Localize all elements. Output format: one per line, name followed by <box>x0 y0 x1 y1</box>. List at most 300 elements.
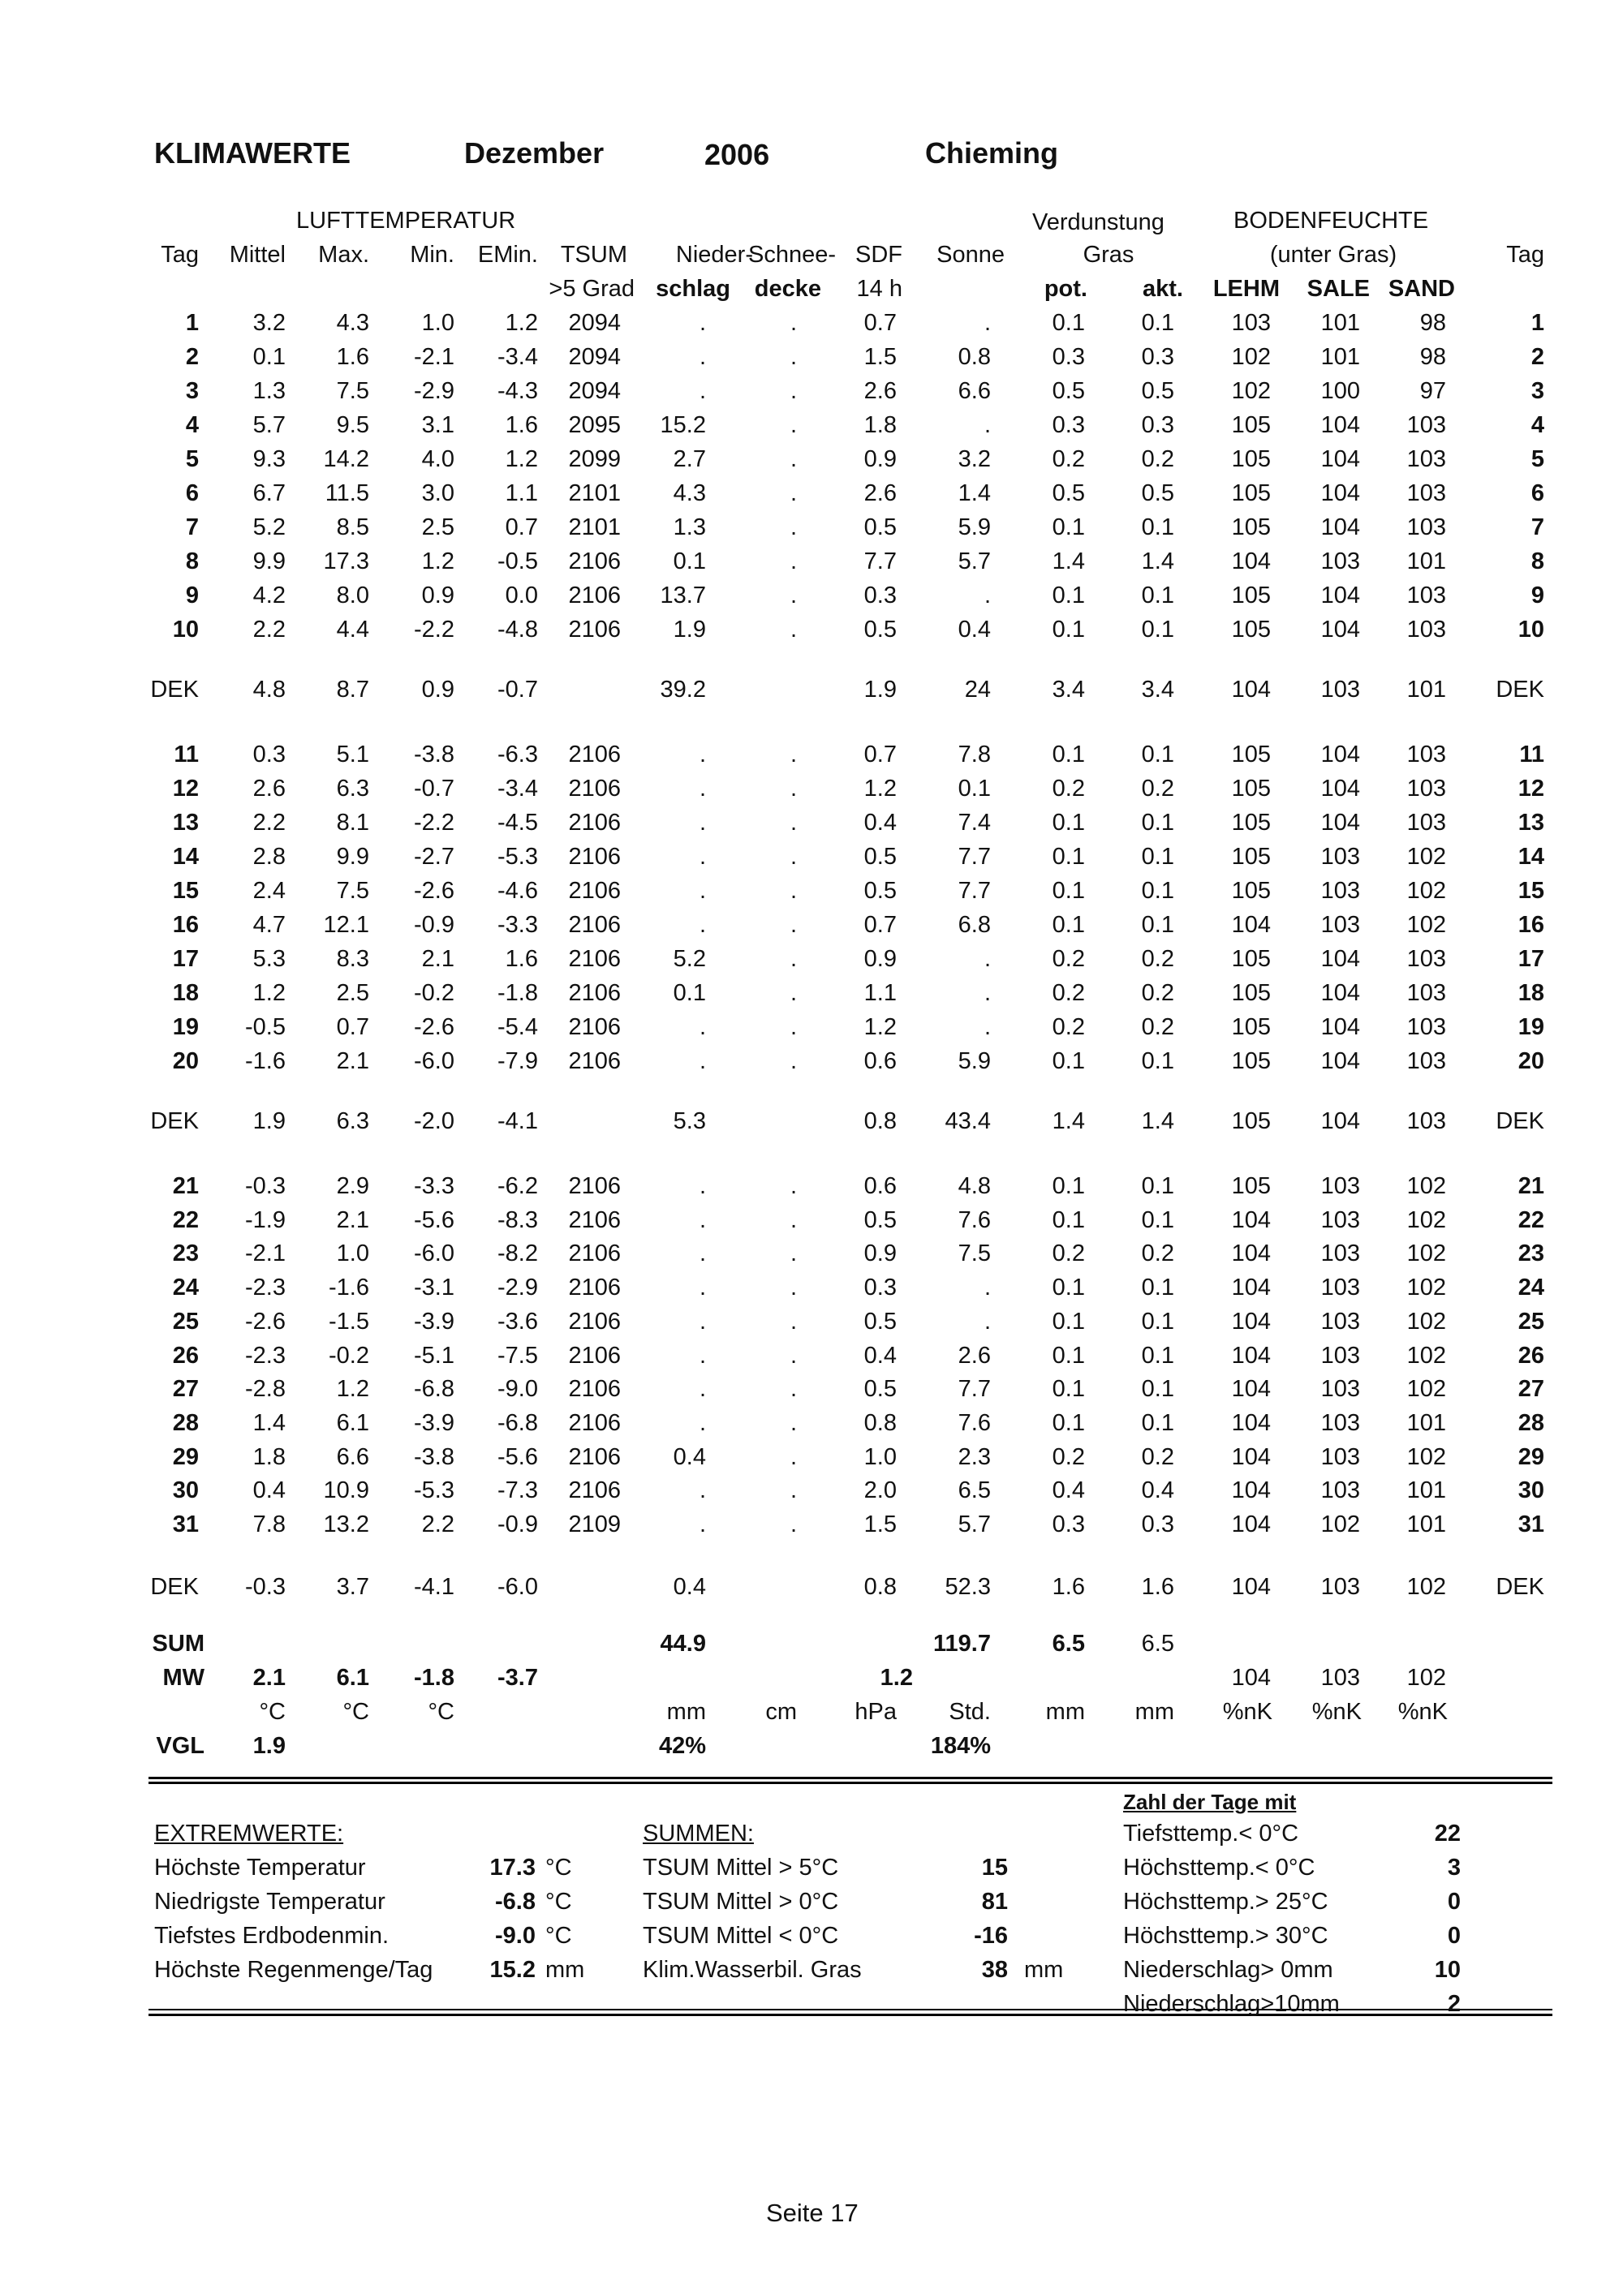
table-cell: 0.1 <box>1141 1048 1174 1074</box>
day-label: 5 <box>1530 446 1544 472</box>
table-cell: 1.4 <box>1052 1108 1085 1134</box>
table-cell: 2101 <box>568 480 621 506</box>
table-cell: 13.2 <box>323 1511 369 1537</box>
table-cell: -3.8 <box>414 742 454 767</box>
table-cell: 13.7 <box>660 583 706 608</box>
day-label: 18 <box>172 980 199 1006</box>
table-cell: 5.7 <box>958 548 991 574</box>
summary-cell: 6.1 <box>336 1665 369 1691</box>
day-label: 4 <box>1530 412 1544 438</box>
table-cell: . <box>790 446 797 472</box>
table-cell: 104 <box>1231 1511 1271 1537</box>
list-item-unit: mm <box>1024 1957 1064 1983</box>
list-item-value: 0 <box>1447 1923 1461 1949</box>
table-cell: 103 <box>1320 844 1360 870</box>
table-cell: . <box>699 912 706 938</box>
summary-cell: 6.5 <box>1141 1631 1174 1657</box>
day-label: DEK <box>1496 677 1544 703</box>
table-cell: . <box>790 548 797 574</box>
summary-cell: %nK <box>1397 1699 1448 1725</box>
table-cell: 103 <box>1320 1574 1360 1600</box>
table-cell: -4.5 <box>497 810 538 836</box>
table-cell: 0.0 <box>505 583 538 608</box>
table-cell: 0.4 <box>863 1342 897 1369</box>
table-cell: 2.7 <box>673 446 706 472</box>
header-niederschlag: Nieder- <box>675 242 753 268</box>
table-cell: 6.1 <box>336 1409 369 1436</box>
day-label: 11 <box>174 742 199 767</box>
summary-cell: 1.2 <box>880 1665 913 1691</box>
day-label: 20 <box>172 1048 199 1074</box>
table-cell: 105 <box>1231 1108 1271 1134</box>
table-cell: -2.0 <box>414 1108 454 1134</box>
table-cell: 0.7 <box>863 742 897 767</box>
list-item-label: TSUM Mittel > 5°C <box>643 1855 839 1881</box>
table-cell: 15.2 <box>660 412 706 438</box>
table-cell: 101 <box>1320 310 1360 336</box>
table-cell: . <box>699 1173 706 1199</box>
table-cell: 104 <box>1320 1048 1360 1074</box>
table-cell: 105 <box>1231 480 1271 506</box>
table-cell: 5.1 <box>336 742 369 767</box>
table-cell: . <box>790 514 797 540</box>
table-cell: 0.2 <box>1141 776 1174 802</box>
list-item-value: 10 <box>1434 1957 1461 1983</box>
table-cell: 103 <box>1406 1048 1446 1074</box>
table-cell: 0.1 <box>1052 878 1085 904</box>
table-cell: 101 <box>1406 1511 1446 1537</box>
day-label: 27 <box>1518 1376 1544 1403</box>
table-cell: 7.6 <box>958 1206 991 1233</box>
rule-bottom-2 <box>149 2014 1552 2016</box>
table-cell: 0.4 <box>1141 1477 1174 1504</box>
table-cell: 2094 <box>568 378 621 404</box>
table-cell: -2.2 <box>414 617 454 643</box>
tage-heading: Zahl der Tage mit <box>1123 1790 1297 1814</box>
table-cell: 3.2 <box>252 310 286 336</box>
list-item-value: 81 <box>981 1889 1008 1915</box>
table-cell: . <box>984 980 991 1006</box>
table-cell: -0.3 <box>245 1173 286 1199</box>
header-min: Min. <box>410 242 454 268</box>
header-sdf-unit: 14 h <box>856 276 902 302</box>
table-cell: 103 <box>1231 310 1271 336</box>
table-cell: 0.7 <box>863 310 897 336</box>
table-cell: -1.9 <box>245 1206 286 1233</box>
header-niederschlag-2: schlag <box>656 276 730 302</box>
table-cell: 0.5 <box>1141 378 1174 404</box>
table-cell: 103 <box>1406 776 1446 802</box>
table-cell: 104 <box>1231 912 1271 938</box>
table-cell: 0.4 <box>673 1443 706 1470</box>
table-cell: 101 <box>1406 1409 1446 1436</box>
table-cell: 0.1 <box>1052 1342 1085 1369</box>
title-label: KLIMAWERTE <box>154 136 351 170</box>
table-cell: -2.1 <box>414 344 454 370</box>
table-cell: 0.4 <box>252 1477 286 1504</box>
table-cell: 104 <box>1231 1409 1271 1436</box>
table-cell: . <box>699 1240 706 1267</box>
table-cell: 0.5 <box>1052 480 1085 506</box>
table-cell: 0.1 <box>958 776 991 802</box>
table-cell: 5.7 <box>958 1511 991 1537</box>
table-cell: -0.9 <box>414 912 454 938</box>
rule-bottom-1 <box>149 2009 1552 2010</box>
table-cell: 104 <box>1320 412 1360 438</box>
table-cell: 1.5 <box>863 1511 897 1537</box>
table-cell: -4.6 <box>497 878 538 904</box>
table-cell: 2.9 <box>336 1173 369 1199</box>
table-cell: 2.4 <box>252 878 286 904</box>
table-cell: -8.2 <box>497 1240 538 1267</box>
table-cell: 7.6 <box>958 1409 991 1436</box>
table-cell: . <box>699 878 706 904</box>
table-cell: 4.8 <box>958 1173 991 1199</box>
table-cell: . <box>790 1173 797 1199</box>
table-cell: 1.3 <box>252 378 286 404</box>
table-cell: 104 <box>1231 1240 1271 1267</box>
table-cell: 1.0 <box>336 1240 369 1267</box>
day-label: 4 <box>185 412 199 438</box>
table-cell: -5.3 <box>414 1477 454 1504</box>
table-cell: . <box>699 344 706 370</box>
table-cell: 103 <box>1320 1308 1360 1335</box>
list-item-value: -9.0 <box>495 1923 536 1949</box>
table-cell: 103 <box>1406 1014 1446 1040</box>
day-label: 31 <box>172 1511 199 1537</box>
table-cell: 105 <box>1231 617 1271 643</box>
table-cell: 7.5 <box>336 378 369 404</box>
day-label: 24 <box>172 1275 199 1301</box>
table-cell: -0.5 <box>497 548 538 574</box>
table-cell: 104 <box>1320 946 1360 972</box>
table-cell: 2106 <box>568 548 621 574</box>
table-cell: 2106 <box>568 1206 621 1233</box>
table-cell: 102 <box>1406 1206 1446 1233</box>
table-cell: 2106 <box>568 742 621 767</box>
table-cell: . <box>699 776 706 802</box>
table-cell: -4.1 <box>497 1108 538 1134</box>
table-cell: 104 <box>1231 1275 1271 1301</box>
table-cell: -0.5 <box>245 1014 286 1040</box>
table-cell: 102 <box>1231 344 1271 370</box>
table-cell: . <box>790 378 797 404</box>
table-cell: 0.5 <box>863 1308 897 1335</box>
day-label: 14 <box>172 844 199 870</box>
table-cell: 105 <box>1231 412 1271 438</box>
table-cell: 0.2 <box>1052 776 1085 802</box>
table-cell: 0.5 <box>863 844 897 870</box>
table-cell: 1.9 <box>863 677 897 703</box>
list-item-value: 15 <box>981 1855 1008 1881</box>
table-cell: 103 <box>1320 1240 1360 1267</box>
summary-cell: 184% <box>930 1733 991 1759</box>
table-cell: 103 <box>1320 1206 1360 1233</box>
table-cell: 0.1 <box>1141 912 1174 938</box>
table-cell: 1.2 <box>863 1014 897 1040</box>
day-label: 27 <box>172 1376 199 1403</box>
summary-cell: °C <box>259 1699 286 1725</box>
table-cell: 104 <box>1320 1108 1360 1134</box>
table-cell: 2106 <box>568 1342 621 1369</box>
table-cell: 0.5 <box>863 878 897 904</box>
table-cell: 0.6 <box>863 1048 897 1074</box>
table-cell: -0.7 <box>414 776 454 802</box>
table-cell: 0.1 <box>673 548 706 574</box>
table-cell: 2106 <box>568 583 621 608</box>
table-cell: 2094 <box>568 310 621 336</box>
table-cell: 10.9 <box>323 1477 369 1504</box>
table-cell: 2106 <box>568 1048 621 1074</box>
table-cell: -3.3 <box>414 1173 454 1199</box>
table-cell: 104 <box>1320 742 1360 767</box>
table-cell: 1.6 <box>505 412 538 438</box>
header-lufttemperatur: LUFTTEMPERATUR <box>296 208 516 234</box>
day-label: 1 <box>185 310 199 336</box>
table-cell: . <box>699 1376 706 1403</box>
table-cell: 2.2 <box>252 810 286 836</box>
table-cell: 0.9 <box>863 446 897 472</box>
table-cell: -5.3 <box>497 844 538 870</box>
table-cell: 6.7 <box>252 480 286 506</box>
table-cell: 5.9 <box>958 514 991 540</box>
table-cell: . <box>699 1275 706 1301</box>
table-cell: 105 <box>1231 446 1271 472</box>
table-cell: 0.4 <box>1052 1477 1085 1504</box>
table-cell: -2.6 <box>245 1308 286 1335</box>
table-cell: 12.1 <box>323 912 369 938</box>
table-cell: . <box>699 1511 706 1537</box>
table-cell: 102 <box>1406 844 1446 870</box>
list-item-value: 22 <box>1434 1821 1461 1847</box>
table-cell: 5.3 <box>673 1108 706 1134</box>
table-cell: 14.2 <box>323 446 369 472</box>
table-cell: 1.4 <box>1052 548 1085 574</box>
table-cell: 0.1 <box>673 980 706 1006</box>
table-cell: 3.7 <box>336 1574 369 1600</box>
list-item-label: Niedrigste Temperatur <box>154 1889 385 1915</box>
table-cell: 104 <box>1320 776 1360 802</box>
table-cell: 0.2 <box>1141 1014 1174 1040</box>
table-cell: 5.9 <box>958 1048 991 1074</box>
table-cell: 2.5 <box>421 514 454 540</box>
table-cell: 2106 <box>568 617 621 643</box>
table-cell: 0.8 <box>863 1409 897 1436</box>
header-sand: SAND <box>1388 276 1455 302</box>
table-cell: -3.3 <box>497 912 538 938</box>
table-cell: 4.3 <box>673 480 706 506</box>
table-cell: 105 <box>1231 946 1271 972</box>
table-cell: 2106 <box>568 776 621 802</box>
day-label: 25 <box>1518 1308 1544 1335</box>
day-label: DEK <box>150 1574 199 1600</box>
table-cell: 0.4 <box>958 617 991 643</box>
table-cell: 2.6 <box>863 480 897 506</box>
header-gras: Gras <box>1083 242 1134 268</box>
table-cell: . <box>699 742 706 767</box>
table-cell: 0.1 <box>1141 514 1174 540</box>
header-sale: SALE <box>1307 276 1370 302</box>
table-cell: 0.5 <box>863 617 897 643</box>
table-cell: 2109 <box>568 1511 621 1537</box>
table-cell: 52.3 <box>945 1574 991 1600</box>
table-cell: 104 <box>1320 1014 1360 1040</box>
table-cell: -3.8 <box>414 1443 454 1470</box>
table-cell: 2101 <box>568 514 621 540</box>
table-cell: 105 <box>1231 1048 1271 1074</box>
day-label: 7 <box>185 514 199 540</box>
table-cell: 7.7 <box>958 844 991 870</box>
table-cell: 2.2 <box>252 617 286 643</box>
table-cell: . <box>699 378 706 404</box>
table-cell: 102 <box>1406 878 1446 904</box>
table-cell: 0.1 <box>1052 617 1085 643</box>
table-cell: 103 <box>1320 1443 1360 1470</box>
table-cell: 0.1 <box>1141 583 1174 608</box>
table-cell: 2.3 <box>958 1443 991 1470</box>
table-cell: 2.1 <box>336 1048 369 1074</box>
summary-cell: %nK <box>1311 1699 1362 1725</box>
table-cell: -3.1 <box>414 1275 454 1301</box>
table-cell: 4.7 <box>252 912 286 938</box>
table-cell: -3.4 <box>497 344 538 370</box>
table-cell: 103 <box>1320 1477 1360 1504</box>
table-cell: 3.2 <box>958 446 991 472</box>
table-cell: 1.1 <box>863 980 897 1006</box>
summary-cell: 6.5 <box>1052 1631 1085 1657</box>
table-cell: 9.9 <box>252 548 286 574</box>
list-item-value: -6.8 <box>495 1889 536 1915</box>
table-cell: 105 <box>1231 514 1271 540</box>
table-cell: 2106 <box>568 1443 621 1470</box>
summary-cell: 103 <box>1320 1665 1360 1691</box>
table-cell: 104 <box>1231 1376 1271 1403</box>
header-schneedecke: Schnee- <box>747 242 836 268</box>
table-cell: . <box>790 1409 797 1436</box>
day-label: DEK <box>1496 1108 1544 1134</box>
table-cell: -2.6 <box>414 1014 454 1040</box>
day-label: 10 <box>172 617 199 643</box>
header-max: Max. <box>318 242 369 268</box>
header-sdf: SDF <box>855 242 902 268</box>
table-cell: . <box>790 1308 797 1335</box>
table-cell: . <box>699 1206 706 1233</box>
table-cell: 103 <box>1320 548 1360 574</box>
list-item-unit: °C <box>545 1889 572 1915</box>
day-label: 26 <box>172 1342 199 1369</box>
table-cell: 4.2 <box>252 583 286 608</box>
table-cell: 102 <box>1406 1240 1446 1267</box>
table-cell: 6.6 <box>336 1443 369 1470</box>
table-cell: -2.7 <box>414 844 454 870</box>
table-cell: 103 <box>1320 1342 1360 1369</box>
table-cell: 0.2 <box>1141 980 1174 1006</box>
day-label: 30 <box>172 1477 199 1504</box>
table-cell: 0.1 <box>1052 1048 1085 1074</box>
table-cell: -6.3 <box>497 742 538 767</box>
title-station: Chieming <box>925 136 1059 170</box>
table-cell: 104 <box>1231 1342 1271 1369</box>
table-cell: 0.2 <box>1052 1443 1085 1470</box>
table-cell: -3.4 <box>497 776 538 802</box>
summary-row-label: VGL <box>156 1733 204 1759</box>
table-cell: 7.5 <box>336 878 369 904</box>
table-cell: -5.6 <box>414 1206 454 1233</box>
table-cell: 0.1 <box>1141 617 1174 643</box>
table-cell: 0.9 <box>421 677 454 703</box>
table-cell: 103 <box>1406 446 1446 472</box>
table-cell: -6.0 <box>414 1048 454 1074</box>
table-cell: 102 <box>1406 1443 1446 1470</box>
table-cell: 3.4 <box>1141 677 1174 703</box>
table-cell: 105 <box>1231 1014 1271 1040</box>
day-label: 16 <box>172 912 199 938</box>
table-cell: 0.3 <box>252 742 286 767</box>
table-cell: 8.1 <box>336 810 369 836</box>
table-cell: 104 <box>1320 583 1360 608</box>
table-cell: 0.1 <box>1052 742 1085 767</box>
summary-row-label: MW <box>162 1665 204 1691</box>
table-cell: -1.5 <box>329 1308 369 1335</box>
list-item-value: 2 <box>1447 1991 1461 2017</box>
table-cell: 2106 <box>568 878 621 904</box>
list-item-label: Höchste Temperatur <box>154 1855 366 1881</box>
table-cell: 2106 <box>568 1173 621 1199</box>
header-schneedecke-2: decke <box>754 276 821 302</box>
list-item-label: Höchsttemp.> 25°C <box>1123 1889 1328 1915</box>
list-item-label: Höchste Regenmenge/Tag <box>154 1957 433 1983</box>
table-cell: . <box>790 583 797 608</box>
table-cell: 0.1 <box>1052 1173 1085 1199</box>
table-cell: 0.1 <box>1141 1308 1174 1335</box>
header-tag: Tag <box>161 242 199 268</box>
table-cell: 2106 <box>568 1376 621 1403</box>
day-label: 5 <box>185 446 199 472</box>
table-cell: -4.8 <box>497 617 538 643</box>
table-cell: 2106 <box>568 1409 621 1436</box>
day-label: 22 <box>172 1206 199 1233</box>
day-label: 9 <box>1530 583 1544 608</box>
table-cell: -3.9 <box>414 1409 454 1436</box>
table-cell: 0.1 <box>1052 1308 1085 1335</box>
table-cell: . <box>790 1048 797 1074</box>
table-cell: 2.6 <box>252 776 286 802</box>
table-cell: 103 <box>1406 1108 1446 1134</box>
summen-heading: SUMMEN: <box>643 1821 754 1847</box>
summary-cell: 42% <box>658 1733 706 1759</box>
table-cell: 103 <box>1406 480 1446 506</box>
day-label: 24 <box>1518 1275 1544 1301</box>
table-cell: -5.1 <box>414 1342 454 1369</box>
table-cell: . <box>984 412 991 438</box>
table-cell: 0.1 <box>1141 1173 1174 1199</box>
table-cell: -4.3 <box>497 378 538 404</box>
summary-cell: -1.8 <box>414 1665 454 1691</box>
table-cell: 17.3 <box>323 548 369 574</box>
table-cell: 104 <box>1231 1477 1271 1504</box>
table-cell: 1.6 <box>1141 1574 1174 1600</box>
day-label: 26 <box>1518 1342 1544 1369</box>
table-cell: 2106 <box>568 810 621 836</box>
table-cell: -9.0 <box>497 1376 538 1403</box>
table-cell: 2106 <box>568 1477 621 1504</box>
table-cell: 24 <box>964 677 991 703</box>
day-label: DEK <box>150 1108 199 1134</box>
table-cell: 0.2 <box>1141 1240 1174 1267</box>
table-cell: 0.5 <box>863 514 897 540</box>
header-tag-right: Tag <box>1506 242 1544 268</box>
table-cell: 0.2 <box>1052 980 1085 1006</box>
